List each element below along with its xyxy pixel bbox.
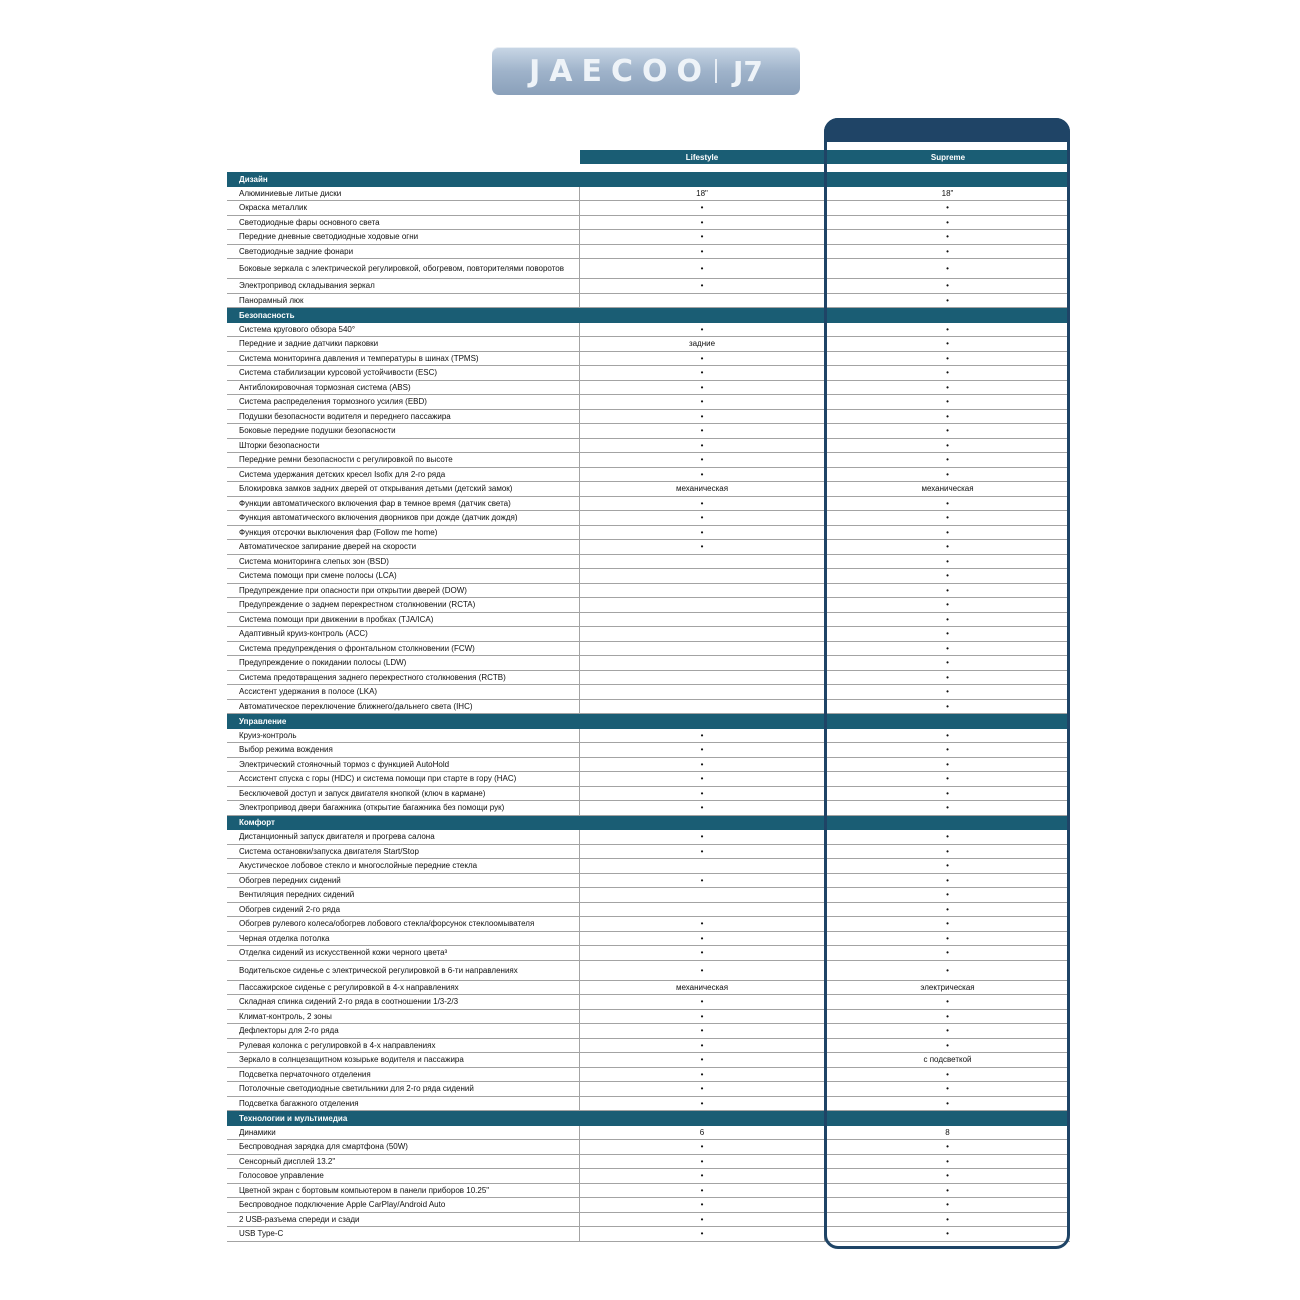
table-row [227,981,1070,996]
lifestyle-value [580,700,825,714]
table-row [227,888,1070,903]
supreme-value: • [946,846,949,856]
table-row [227,381,1070,396]
table-row [227,946,1070,961]
feature-label: Функции автоматического включения фар в темное время (датчик света) [227,497,580,511]
supreme-value: • [946,701,949,711]
lifestyle-value: • [580,1053,825,1067]
supreme-value: • [946,203,949,213]
feature-label: Дистанционный запуск двигателя и прогрева салона [227,830,580,844]
table-row [227,700,1070,715]
lifestyle-value [580,685,825,699]
feature-label: Блокировка замков задних дверей от открывания детьми (детский замок) [227,482,580,496]
table-row [227,201,1070,216]
table-row [227,555,1070,570]
lifestyle-value [580,656,825,670]
logo-brand: JAECOO [529,53,711,89]
feature-label: Передние дневные светодиодные ходовые огни [227,230,580,244]
lifestyle-value: • [580,1010,825,1024]
feature-label: Система удержания детских кресел Isofix для 2-го ряда [227,468,580,482]
table-row [227,1024,1070,1039]
feature-label: Цветной экран с бортовым компьютером в панели приборов 10.25" [227,1184,580,1198]
feature-label: Водительское сиденье с электрической регулировкой в 6-ти направлениях [227,961,580,980]
lifestyle-value: • [580,787,825,801]
lifestyle-value: • [580,946,825,960]
feature-label: Система помощи при смене полосы (LCA) [227,569,580,583]
table-row [227,337,1070,352]
supreme-value: • [946,542,949,552]
supreme-value: • [946,1185,949,1195]
supreme-value: • [946,1098,949,1108]
lifestyle-value: • [580,830,825,844]
feature-label: Система мониторинга слепых зон (BSD) [227,555,580,569]
table-row [227,468,1070,483]
feature-label: Система предупреждения о фронтальном столкновении (FCW) [227,642,580,656]
feature-label: Система помощи при движении в пробках (TJA/ICA) [227,613,580,627]
feature-label: Круиз-контроль [227,729,580,743]
table-row [227,279,1070,294]
table-row [227,366,1070,381]
feature-label: Предупреждение о заднем перекрестном столкновении (RCTA) [227,598,580,612]
feature-label: Система предотвращения заднего перекрестного столкновения (RCTB) [227,671,580,685]
supreme-value: • [946,614,949,624]
table-row [227,216,1070,231]
lifestyle-value: • [580,279,825,293]
lifestyle-value [580,671,825,685]
lifestyle-value: • [580,323,825,337]
table-row [227,903,1070,918]
jaecoo-j7-logo [492,47,800,95]
supreme-value: • [946,803,949,813]
table-row [227,584,1070,599]
table-row [227,1184,1070,1199]
table-row [227,482,1070,497]
section-header: Управление [227,714,1070,729]
lifestyle-value [580,294,825,308]
lifestyle-value: • [580,230,825,244]
table-header [227,150,1070,164]
supreme-value: • [946,397,949,407]
table-row [227,439,1070,454]
feature-label: Голосовое управление [227,1169,580,1183]
supreme-value: • [946,295,949,305]
supreme-value: • [946,629,949,639]
lifestyle-value: 18" [580,187,825,201]
supreme-value: • [946,232,949,242]
feature-label: Автоматическое запирание дверей на скорости [227,540,580,554]
supreme-value: • [946,217,949,227]
table-row [227,410,1070,425]
supreme-value: • [946,324,949,334]
lifestyle-value [580,555,825,569]
lifestyle-value [580,888,825,902]
table-row [227,323,1070,338]
logo-separator [715,59,717,83]
lifestyle-value: • [580,1227,825,1241]
supreme-value: • [946,264,949,273]
feature-label: Функция отсрочки выключения фар (Follow me home) [227,526,580,540]
table-row [227,187,1070,202]
feature-label: Светодиодные фары основного света [227,216,580,230]
supreme-value: • [946,643,949,653]
table-row [227,1198,1070,1213]
supreme-value: • [946,246,949,256]
table-row [227,1169,1070,1184]
feature-label: Антиблокировочная тормозная система (ABS) [227,381,580,395]
table-row [227,627,1070,642]
supreme-value: • [946,368,949,378]
table-row [227,787,1070,802]
feature-label: Система кругового обзора 540° [227,323,580,337]
supreme-value: • [946,571,949,581]
table-row [227,497,1070,512]
table-row [227,1227,1070,1242]
supreme-value: • [946,513,949,523]
table-row [227,453,1070,468]
feature-label: Беспроводная зарядка для смартфона (50W) [227,1140,580,1154]
feature-label: Электропривод складывания зеркал [227,279,580,293]
supreme-value: • [946,1142,949,1152]
lifestyle-value: • [580,424,825,438]
feature-label: Климат-контроль, 2 зоны [227,1010,580,1024]
feature-label: Функция автоматического включения дворников при дожде (датчик дождя) [227,511,580,525]
supreme-value: • [946,600,949,610]
lifestyle-value: • [580,511,825,525]
feature-label: Система мониторинга давления и температуры в шинах (TPMS) [227,352,580,366]
lifestyle-value [580,627,825,641]
column-header-supreme: Supreme [824,150,1070,164]
feature-label: Сенсорный дисплей 13.2" [227,1155,580,1169]
lifestyle-value: • [580,366,825,380]
supreme-value: • [946,948,949,958]
feature-label: Подсветка перчаточного отделения [227,1068,580,1082]
table-row [227,729,1070,744]
table-row [227,961,1070,981]
table-row [227,1039,1070,1054]
lifestyle-value: • [580,874,825,888]
table-row [227,424,1070,439]
feature-label: 2 USB-разъема спереди и сзади [227,1213,580,1227]
supreme-value: • [946,965,949,975]
feature-label: Адаптивный круиз-контроль (ACC) [227,627,580,641]
feature-label: Передние и задние датчики парковки [227,337,580,351]
table-row [227,395,1070,410]
lifestyle-value [580,859,825,873]
lifestyle-value: • [580,961,825,980]
lifestyle-value: • [580,395,825,409]
lifestyle-value: • [580,352,825,366]
feature-label: Система распределения тормозного усилия (EBD) [227,395,580,409]
table-row [227,1155,1070,1170]
logo-model: J7 [733,54,763,88]
table-row [227,830,1070,845]
supreme-value: • [946,1040,949,1050]
table-row [227,743,1070,758]
lifestyle-value: • [580,410,825,424]
feature-label: Бесключевой доступ и запуск двигателя кнопкой (ключ в кармане) [227,787,580,801]
column-header-lifestyle: Lifestyle [578,150,824,164]
spec-table [227,150,1070,1242]
supreme-value: • [946,730,949,740]
feature-label: Боковые передние подушки безопасности [227,424,580,438]
table-row [227,569,1070,584]
supreme-value: • [946,745,949,755]
supreme-value: • [946,411,949,421]
feature-label: Панорамный люк [227,294,580,308]
lifestyle-value: • [580,1169,825,1183]
table-row [227,1213,1070,1228]
lifestyle-value [580,903,825,917]
feature-label: Динамики [227,1126,580,1140]
table-row [227,511,1070,526]
supreme-value: • [946,556,949,566]
lifestyle-value: • [580,1155,825,1169]
feature-label: Отделка сидений из искусственной кожи черного цвета³ [227,946,580,960]
supreme-column-cap [824,118,1070,142]
table-row [227,845,1070,860]
lifestyle-value: • [580,381,825,395]
lifestyle-value: • [580,201,825,215]
table-row [227,772,1070,787]
feature-label: Автоматическое переключение ближнего/дальнего света (IHC) [227,700,580,714]
feature-label: Обогрев рулевого колеса/обогрев лобового стекла/форсунок стеклоомывателя [227,917,580,931]
lifestyle-value [580,642,825,656]
lifestyle-value: механическая [580,482,825,496]
supreme-value: механическая [921,484,974,494]
supreme-value: • [946,426,949,436]
section-header: Комфорт [227,816,1070,831]
table-row [227,801,1070,816]
feature-label: Предупреждение при опасности при открытии дверей (DOW) [227,584,580,598]
supreme-value: 18" [941,188,954,198]
supreme-value: • [946,997,949,1007]
lifestyle-value: • [580,729,825,743]
section-header: Дизайн [227,172,1070,187]
lifestyle-value: • [580,995,825,1009]
supreme-value: • [946,1026,949,1036]
feature-label: Акустическое лобовое стекло и многослойные передние стекла [227,859,580,873]
supreme-value: • [946,440,949,450]
supreme-value: • [946,933,949,943]
supreme-value: • [946,339,949,349]
supreme-value: • [946,1171,949,1181]
table-row [227,995,1070,1010]
table-row [227,230,1070,245]
feature-label: Зеркало в солнцезащитном козырьке водителя и пассажира [227,1053,580,1067]
supreme-value: • [946,904,949,914]
feature-label: Беспроводное подключение Apple CarPlay/Android Auto [227,1198,580,1212]
lifestyle-value: • [580,526,825,540]
supreme-value: • [946,498,949,508]
lifestyle-value: • [580,917,825,931]
lifestyle-value: • [580,1082,825,1096]
lifestyle-value: • [580,497,825,511]
feature-label: Дефлекторы для 2-го ряда [227,1024,580,1038]
table-row [227,294,1070,309]
lifestyle-value: • [580,216,825,230]
table-row [227,874,1070,889]
table-row [227,1126,1070,1141]
supreme-value: электрическая [920,982,975,992]
supreme-value: • [946,1011,949,1021]
lifestyle-value: 6 [580,1126,825,1140]
lifestyle-value [580,584,825,598]
feature-label: Шторки безопасности [227,439,580,453]
feature-label: Подушки безопасности водителя и переднего пассажира [227,410,580,424]
table-row [227,598,1070,613]
table-row [227,656,1070,671]
lifestyle-value: • [580,1184,825,1198]
feature-label: Передние ремни безопасности с регулировкой по высоте [227,453,580,467]
supreme-value: • [946,759,949,769]
feature-label: Пассажирское сиденье с регулировкой в 4-х направлениях [227,981,580,995]
lifestyle-value: механическая [580,981,825,995]
supreme-value: • [946,919,949,929]
supreme-value: • [946,832,949,842]
supreme-value: • [946,1156,949,1166]
table-row [227,245,1070,260]
supreme-value: • [946,1069,949,1079]
lifestyle-value: • [580,1213,825,1227]
table-row [227,613,1070,628]
feature-label: Потолочные светодиодные светильники для 2-го ряда сидений [227,1082,580,1096]
supreme-value: • [946,469,949,479]
lifestyle-value: • [580,439,825,453]
table-row [227,1053,1070,1068]
supreme-value: • [946,774,949,784]
lifestyle-value [580,598,825,612]
supreme-value: • [946,1084,949,1094]
supreme-value: • [946,672,949,682]
lifestyle-value: • [580,245,825,259]
table-row [227,671,1070,686]
lifestyle-value: • [580,1140,825,1154]
feature-label: Алюминиевые литые диски [227,187,580,201]
supreme-value: • [946,455,949,465]
supreme-value: • [946,1200,949,1210]
lifestyle-value: • [580,743,825,757]
lifestyle-value: • [580,801,825,815]
table-row [227,685,1070,700]
supreme-value: • [946,1214,949,1224]
supreme-value: 8 [945,1127,950,1137]
lifestyle-value: • [580,1068,825,1082]
table-row [227,1097,1070,1112]
feature-label: Обогрев сидений 2-го ряда [227,903,580,917]
table-row [227,758,1070,773]
lifestyle-value: • [580,758,825,772]
lifestyle-value: • [580,1097,825,1111]
supreme-value: • [946,658,949,668]
supreme-value: • [946,1229,949,1239]
table-row [227,526,1070,541]
supreme-value: • [946,585,949,595]
section-header: Технологии и мультимедиа [227,1111,1070,1126]
feature-label: Электропривод двери багажника (открытие багажника без помощи рук) [227,801,580,815]
table-row [227,1082,1070,1097]
feature-label: Предупреждение о покидании полосы (LDW) [227,656,580,670]
feature-label: Черная отделка потолка [227,932,580,946]
lifestyle-value [580,569,825,583]
lifestyle-value: задние [580,337,825,351]
supreme-value: • [946,890,949,900]
feature-label: Система остановки/запуска двигателя Start/Stop [227,845,580,859]
table-row [227,1140,1070,1155]
feature-label: Светодиодные задние фонари [227,245,580,259]
feature-label: Подсветка багажного отделения [227,1097,580,1111]
table-row [227,1010,1070,1025]
lifestyle-value: • [580,540,825,554]
table-row [227,540,1070,555]
table-row [227,259,1070,279]
table-row [227,932,1070,947]
lifestyle-value: • [580,468,825,482]
feature-label: Система стабилизации курсовой устойчивости (ESC) [227,366,580,380]
supreme-value: • [946,687,949,697]
lifestyle-value: • [580,1198,825,1212]
feature-label: Боковые зеркала с электрической регулировкой, обогревом, повторителями поворотов [227,259,580,278]
lifestyle-value: • [580,259,825,278]
feature-label: Вентиляция передних сидений [227,888,580,902]
feature-label: Ассистент спуска с горы (HDC) и система помощи при старте в гору (HAC) [227,772,580,786]
supreme-value: • [946,861,949,871]
feature-label: USB Type-C [227,1227,580,1241]
supreme-value: • [946,875,949,885]
table-row [227,917,1070,932]
feature-label: Выбор режима вождения [227,743,580,757]
lifestyle-value: • [580,453,825,467]
supreme-value: • [946,353,949,363]
feature-label: Электрический стояночный тормоз с функцией AutoHold [227,758,580,772]
supreme-value: • [946,788,949,798]
feature-label: Окраска металлик [227,201,580,215]
feature-label: Рулевая колонка с регулировкой в 4-х направлениях [227,1039,580,1053]
lifestyle-value: • [580,1039,825,1053]
table-row [227,859,1070,874]
feature-label: Складная спинка сидений 2-го ряда в соотношении 1/3-2/3 [227,995,580,1009]
table-row [227,352,1070,367]
lifestyle-value: • [580,1024,825,1038]
section-header: Безопасность [227,308,1070,323]
feature-label: Обогрев передних сидений [227,874,580,888]
table-row [227,1068,1070,1083]
lifestyle-value: • [580,932,825,946]
feature-label: Ассистент удержания в полосе (LKA) [227,685,580,699]
supreme-value: с подсветкой [923,1055,972,1065]
lifestyle-value [580,613,825,627]
table-row [227,642,1070,657]
lifestyle-value: • [580,772,825,786]
supreme-value: • [946,527,949,537]
supreme-value: • [946,281,949,291]
lifestyle-value: • [580,845,825,859]
supreme-value: • [946,382,949,392]
